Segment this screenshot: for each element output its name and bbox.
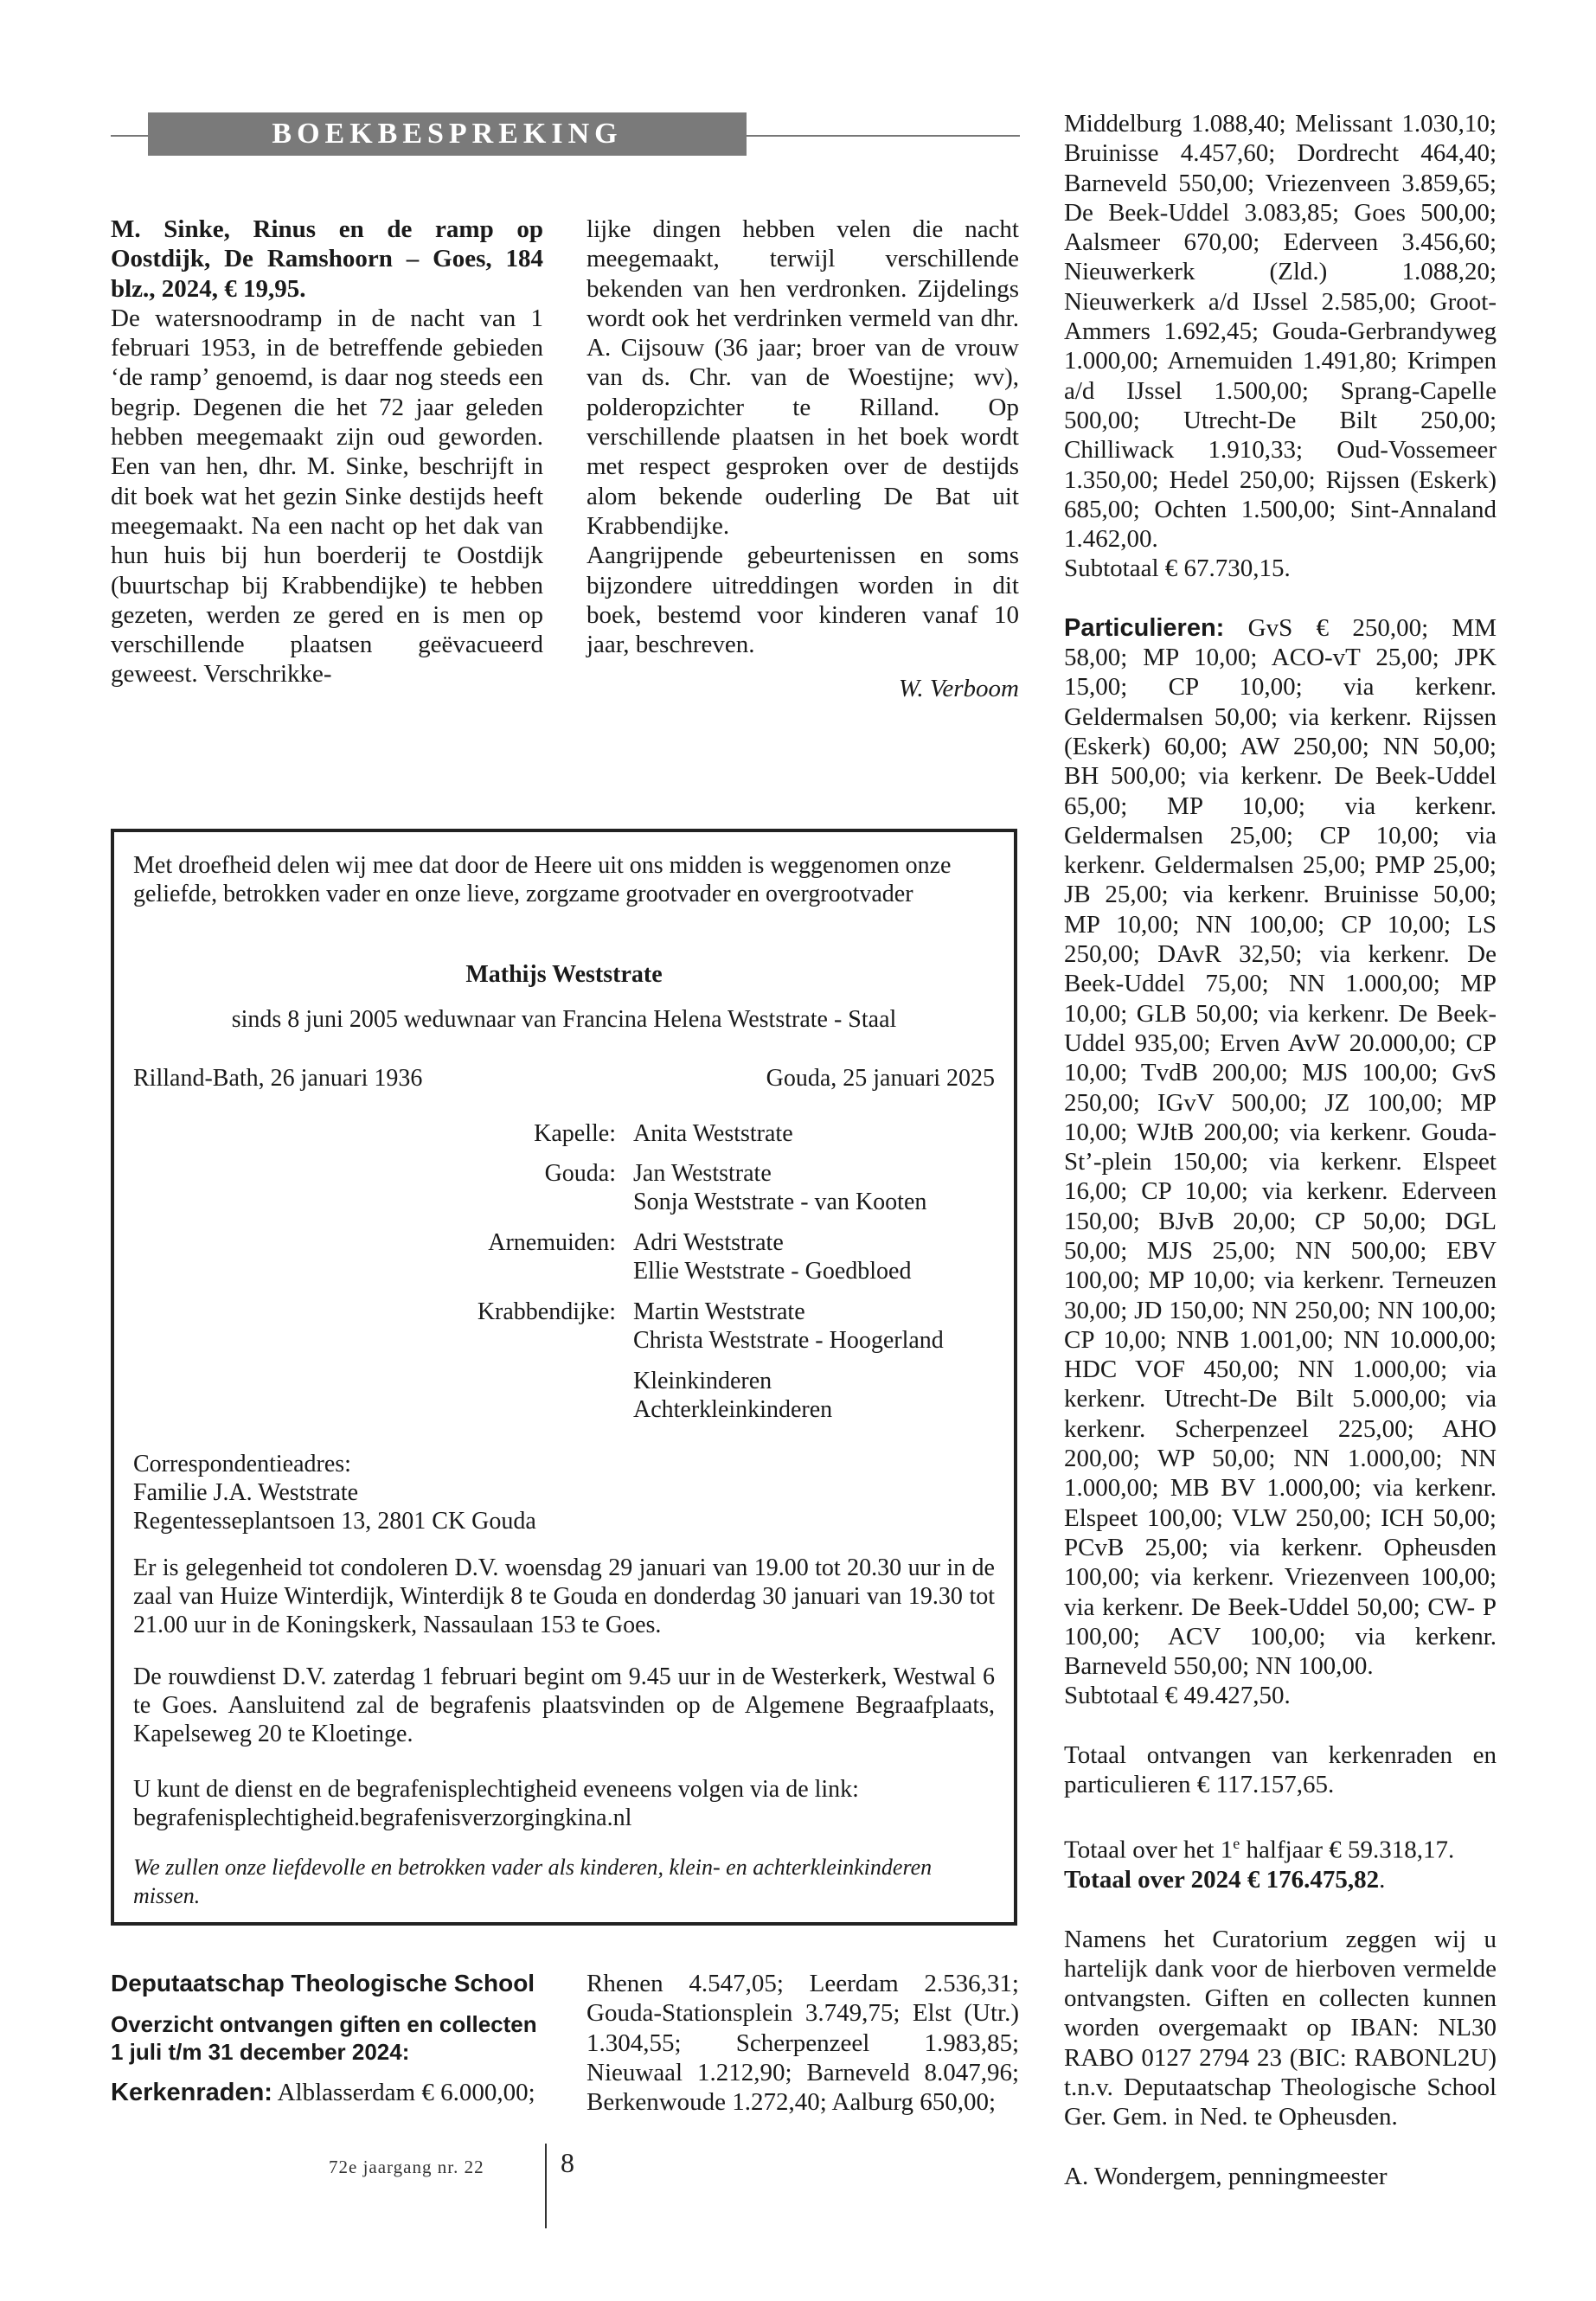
review-column-1 [111,215,543,689]
kerkenraden-first: Alblasserdam € 6.000,00; [272,2079,535,2107]
review-author: W. Verboom [898,675,1019,703]
total-received: Totaal ontvangen van kerkenraden en particulieren € 117.157,65. [1064,1740,1497,1799]
family-place: Krabbendijke: [477,1298,616,1325]
widower-line: sinds 8 juni 2005 weduwnaar van Francina Helena Weststrate - Staal [231,1006,897,1033]
review-title: M. Sinke, Rinus en de ramp op Oostdijk, De Ramshoorn – Goes, 184 blz., 2024, € 19,95. [111,215,543,303]
particulieren-label: Particulieren: [1064,613,1225,642]
family-names: Kleinkinderen Achterkleinkinderen [633,1368,833,1423]
particulieren-text: GvS € 250,00; MM 58,00; MP 10,00; ACO-vT 25,00; JPK 15,00; CP 10,00; via kerkenr. Geldermalsen 50,00; via kerkenr. Rijssen (Eskerk) 60,00; AW 250,00; NN 50,00; BH 500,00; via kerkenr. De Beek-Uddel 65,00; MP 10,00; via kerkenr. Geldermalsen 25,00; CP 10,00; via kerkenr. Geldermalsen 25,00; PMP 25,00; JB 25,00; via kerkenr. Bruinisse 50,00; MP 10,00; NN 100,00; CP 10,00; LS 250,00; DAvR 32,50; via kerkenr. De Beek-Uddel 75,00; NN 1.000,00; MP 10,00; GLB 50,00; via kerkenr. De Beek-Uddel 935,00; Erven AvW 20.000,00; CP 10,00; TvdB 200,00; MJS 100,00; GvS 250,00; IGvV 500,00; JZ 100,00; MP 10,00; WJtB 200,00; via kerkenr. Gouda-St’-plein 150,00; via kerkenr. Elspeet 16,00; CP 10,00; via kerkenr. Ederveen 150,00; BJvB 20,00; CP 50,00; DGL 50,00; MJS 25,00; NN 500,00; EBV 100,00; MP 10,00; via kerkenr. Terneuzen 30,00; JD 150,00; NN 250,00; NN 100,00; CP 10,00; NNB 1.001,00; NN 10.000,00; HDC VOF 450,00; NN 1.000,00; via kerkenr. Utrecht-De Bilt 5.000,00; via kerkenr. Scherpenzeel 225,00; AHO 200,00; WP 50,00; NN 1.000,00; NN 1.000,00; MB BV 1.000,00; via kerkenr. Elspeet 100,00; VLW 250,00; ICH 50,00; PCvB 25,00; via kerkenr. Opheusden 100,00; via kerkenr. Vriezenveen 100,00; via kerkenr. De Beek-Uddel 50,00; CW- P 100,00; ACV 100,00; via kerkenr. Barneveld 550,00; NN 100,00. [1064,613,1497,1681]
service-info: De rouwdienst D.V. zaterdag 1 februari begint om 9.45 uur in de Westerkerk, Westwal 6 te Goes. Aansluitend zal de begrafenis plaatsvinden op de Algemene Begraafplaats, Kapelseweg 20 te Kloetinge. [133,1663,995,1747]
deceased-name: Mathijs Weststrate [465,961,663,988]
half-year-total [1064,1829,1497,1865]
kerkenraden-label: Kerkenraden: [111,2079,272,2107]
half-year-post: halfjaar € 59.318,17. [1240,1836,1455,1864]
correspondence-address: Correspondentieadres: Familie J.A. Weststrate Regentesseplantsoen 13, 2801 CK Gouda [133,1451,536,1535]
year-total-bold: Totaal over 2024 € 176.475,82 [1064,1866,1380,1894]
review-column-2 [586,215,1019,704]
half-year-sup: e [1233,1835,1240,1853]
half-year-pre: Totaal over het 1 [1064,1836,1234,1864]
kerkenraden-list-3: Middelburg 1.088,40; Melissant 1.030,10; Bruinisse 4.457,60; Dordrecht 464,40; Barneveld 550,00; Vriezenveen 3.859,65; De Beek-Uddel 3.083,85; Goes 500,00; Aalsmeer 670,00; Ederveen 3.456,60; Nieuwerkerk (Zld.) 1.088,20; Nieuwerkerk a/d IJssel 2.585,00; Groot-Ammers 1.692,45; Gouda-Gerbrandyweg 1.000,00; Arnemuiden 1.491,80; Krimpen a/d IJssel 1.500,00; Sprang-Capelle 500,00; Utrecht-De Bilt 250,00; Chilliwack 1.910,33; Oud-Vossemeer 1.350,00; Hedel 250,00; Rijssen (Eskerk) 685,00; Ochten 1.500,00; Sint-Annaland 1.462,00. [1064,110,1497,554]
review-body-1: De watersnoodramp in de nacht van 1 februari 1953, in de betreffende gebieden ‘de ramp’ genoemd, is daar nog steeds een begrip. Degenen die het 72 jaar geleden hebben meegemaakt zijn oud geworden. Een van hen, dhr. M. Sinke, beschrijft in dit boek wat het gezin Sinke destijds heeft meegemaakt. Na een nacht op het dak van hun huis bij hun boerderij te Oostdijk (buurtschap bij Krabbendijke) te hebben gezeten, werden ze gered en is men op verschillende plaatsen geëvacueerd geweest. Verschrikke- [111,304,543,689]
family-names: Adri Weststrate Ellie Weststrate - Goedbloed [633,1229,912,1285]
family-place: Kapelle: [534,1120,616,1147]
family-place: Gouda: [544,1160,616,1187]
year-total [1064,1865,1497,1894]
stream-info: U kunt de dienst en de begrafenisplechtigheid eveneens volgen via de link: begrafenisplechtigheid.begrafenisverzorgingkina.nl [133,1776,859,1831]
volume-issue: 72e jaargang nr. 22 [329,2157,484,2177]
subtotal-kerkenraden: Subtotaal € 67.730,15. [1064,554,1291,583]
closing-line: We zullen onze liefdevolle en betrokken vader als kinderen, klein- en achterkleinkinderen missen. [133,1855,933,1908]
family-names: Anita Weststrate [633,1120,793,1147]
section-header: BOEKBESPREKING [272,118,623,150]
deputaatschap-column-1 [111,1969,543,2108]
kerkenraden-line [111,2078,543,2107]
funeral-notice [111,829,1017,1926]
thanks-paragraph: Namens het Curatorium zeggen wij u hartelijk dank voor de hierboven vermelde ontvangsten. Giften en collecten kunnen worden overgemaakt op IBAN: NL30 RABO 0127 2794 23 (BIC: RABONL2U) t.n.v. Deputaatschap Theologische School Ger. Gem. in Ned. te Opheusden. [1064,1925,1497,2131]
footer-divider [545,2144,547,2228]
notice-intro: Met droefheid delen wij mee dat door de Heere uit ons midden is weggenomen onze geliefde, betrokken vader en onze lieve, zorgzame grootvader en overgrootvader [133,852,952,907]
kerkenraden-list-2: Rhenen 4.547,05; Leerdam 2.536,31; Gouda-Stationsplein 3.749,75; Elst (Utr.) 1.304,55; Scherpenzeel 1.983,85; Nieuwaal 1.212,90; Barneveld 8.047,96; Berkenwoude 1.272,40; Aalburg 650,00; [586,1970,1019,2117]
deputaatschap-heading: Deputaatschap Theologische School [111,1970,535,1997]
year-total-end: . [1379,1866,1386,1894]
condolence-info: Er is gelegenheid tot condoleren D.V. woensdag 29 januari van 19.00 tot 20.30 uur in de zaal van Huize Winterdijk, Winterdijk 8 te Gouda en donderdag 30 januari van 19.30 tot 21.00 uur in de Koningskerk, Nassaulaan 153 te Goes. [133,1554,995,1638]
treasurer-signature: A. Wondergem, penningmeester [1064,2162,1388,2190]
deputaatschap-column-2 [586,1969,1019,2117]
page-number: 8 [561,2147,574,2178]
family-names: Martin Weststrate Christa Weststrate - Hoogerland [633,1298,944,1354]
particulieren-list [1064,613,1497,1682]
right-column [1064,109,1497,2191]
review-body-3: Aangrijpende gebeurtenissen en soms bijzondere uitreddingen worden in dit boek, bestemd voor kinderen vanaf 10 jaar, beschreven. [586,542,1019,659]
family-place: Arnemuiden: [488,1229,616,1256]
subtotal-particulieren: Subtotaal € 49.427,50. [1064,1682,1291,1710]
dates-row [133,1064,995,1093]
family-names: Jan Weststrate Sonja Weststrate - van Kooten [633,1160,927,1215]
review-body-2: lijke dingen hebben velen die nacht meegemaakt, terwijl verschillende bekenden van hen verdronken. Zijdelings wordt ook het verdrinken vermeld van dhr. A. Cijsouw (36 jaar; broer van de vrouw van ds. Chr. van de Woestijne; wv), polderopzichter te Rilland. Op verschillende plaatsen in het boek wordt met respect gesproken over de destijds alom bekende ouderling De Bat uit Krabbendijke. [586,215,1019,540]
deputaatschap-subheading: Overzicht ontvangen giften en collecten 1 juli t/m 31 december 2024: [111,2011,537,2066]
death-place-date: Gouda, 25 januari 2025 [766,1065,995,1092]
birth-place-date: Rilland-Bath, 26 januari 1936 [133,1065,423,1092]
